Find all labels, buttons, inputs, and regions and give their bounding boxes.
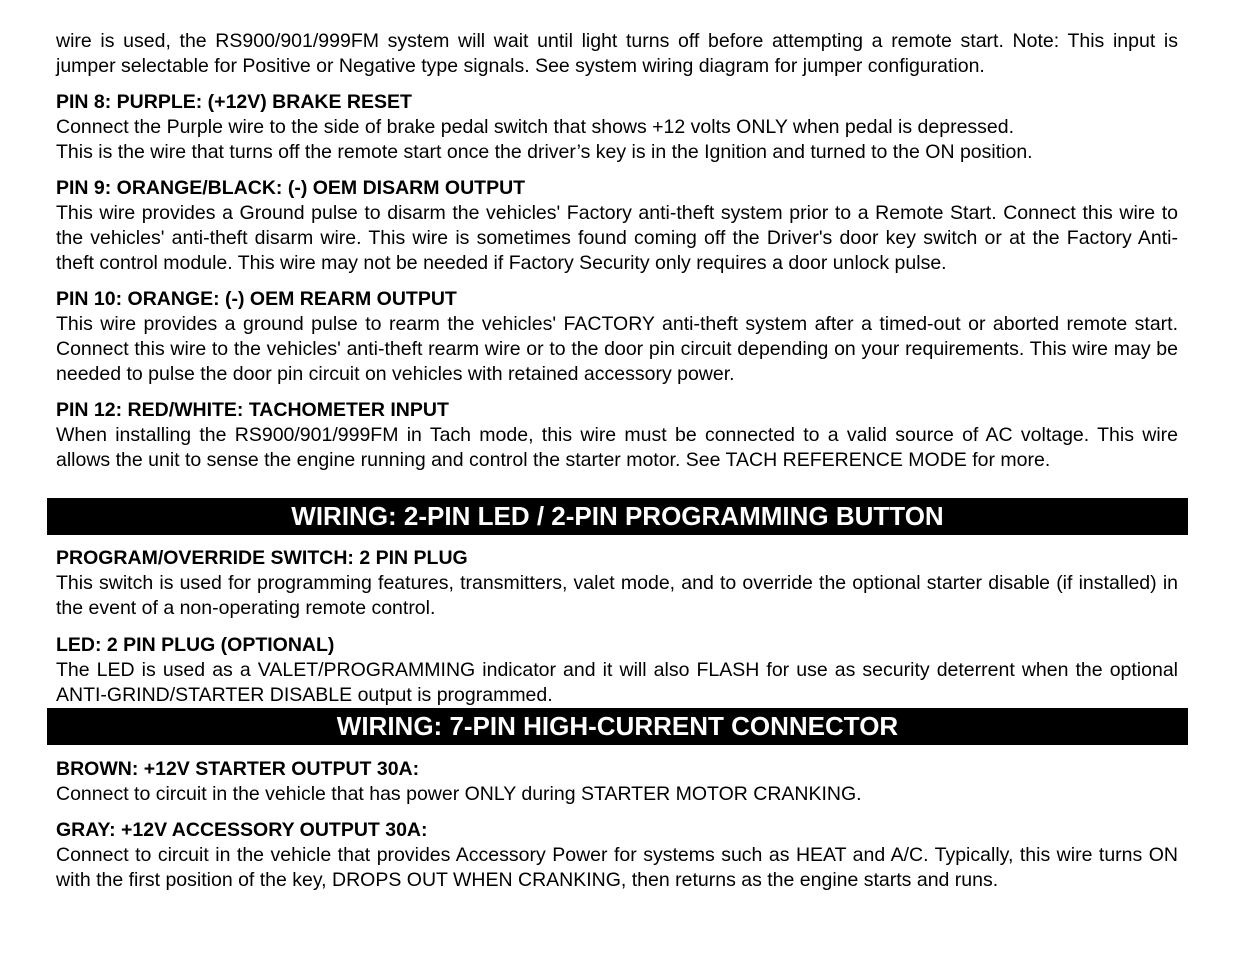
program-switch-heading: PROGRAM/OVERRIDE SWITCH: 2 PIN PLUG xyxy=(56,547,468,569)
brown-wire-body: Connect to circuit in the vehicle that has power ONLY during STARTER MOTOR CRANKING. xyxy=(56,783,862,805)
gray-wire-heading: GRAY: +12V ACCESSORY OUTPUT 30A: xyxy=(56,819,428,841)
pin8-line2: This is the wire that turns off the remote start once the driver’s key is in the Ignition and turned to the ON position. xyxy=(56,141,1033,163)
gray-wire-body: Connect to circuit in the vehicle that provides Accessory Power for systems such as HEAT and A/C. Typically, this wire turns ON with the first position of the key, DROPS OUT WHEN CRANKING, then returns as the engine starts and runs. xyxy=(56,844,1178,891)
pin9-heading: PIN 9: ORANGE/BLACK: (-) OEM DISARM OUTPUT xyxy=(56,177,526,199)
section-title-led-button: WIRING: 2-PIN LED / 2-PIN PROGRAMMING BUTTON xyxy=(47,498,1188,535)
pin10-body: This wire provides a ground pulse to rearm the vehicles' FACTORY anti-theft system after a timed-out or aborted remote start. Connect this wire to the vehicles' anti-theft rearm wire or to the door pin circuit depending on your requirements. This wire may be needed to pulse the door pin circuit on vehicles with retained accessory power. xyxy=(56,313,1178,385)
pin12-body: When installing the RS900/901/999FM in Tach mode, this wire must be connected to a valid source of AC voltage. This wire allows the unit to sense the engine running and control the starter motor. See TACH REFERENCE MODE for more. xyxy=(56,424,1178,471)
brown-wire-heading: BROWN: +12V STARTER OUTPUT 30A: xyxy=(56,758,420,780)
section-title-7pin-connector: WIRING: 7-PIN HIGH-CURRENT CONNECTOR xyxy=(47,708,1188,745)
pin8-heading: PIN 8: PURPLE: (+12V) BRAKE RESET xyxy=(56,91,412,113)
pin12-heading: PIN 12: RED/WHITE: TACHOMETER INPUT xyxy=(56,399,449,421)
pin10-heading: PIN 10: ORANGE: (-) OEM REARM OUTPUT xyxy=(56,288,457,310)
led-plug-heading: LED: 2 PIN PLUG (OPTIONAL) xyxy=(56,634,335,656)
pin9-body: This wire provides a Ground pulse to disarm the vehicles' Factory anti-theft system prior to a Remote Start. Connect this wire to the vehicles' anti-theft disarm wire. This wire is sometimes found coming off the Driver's door key switch or at the Factory Anti-theft control module. This wire may not be needed if Factory Security only requires a door unlock pulse. xyxy=(56,202,1178,274)
intro-paragraph: wire is used, the RS900/901/999FM system will wait until light turns off before attempting a remote start. Note: This input is jumper selectable for Positive or Negative type signals. See system wiring diagram for jumper configuration. xyxy=(56,30,1178,77)
pin8-line1: Connect the Purple wire to the side of brake pedal switch that shows +12 volts ONLY when pedal is depressed. xyxy=(56,116,1015,138)
program-switch-body: This switch is used for programming features, transmitters, valet mode, and to override the optional starter disable (if installed) in the event of a non-operating remote control. xyxy=(56,572,1178,619)
led-plug-body: The LED is used as a VALET/PROGRAMMING indicator and it will also FLASH for use as security deterrent when the optional ANTI-GRIND/STARTER DISABLE output is programmed. xyxy=(56,659,1178,706)
